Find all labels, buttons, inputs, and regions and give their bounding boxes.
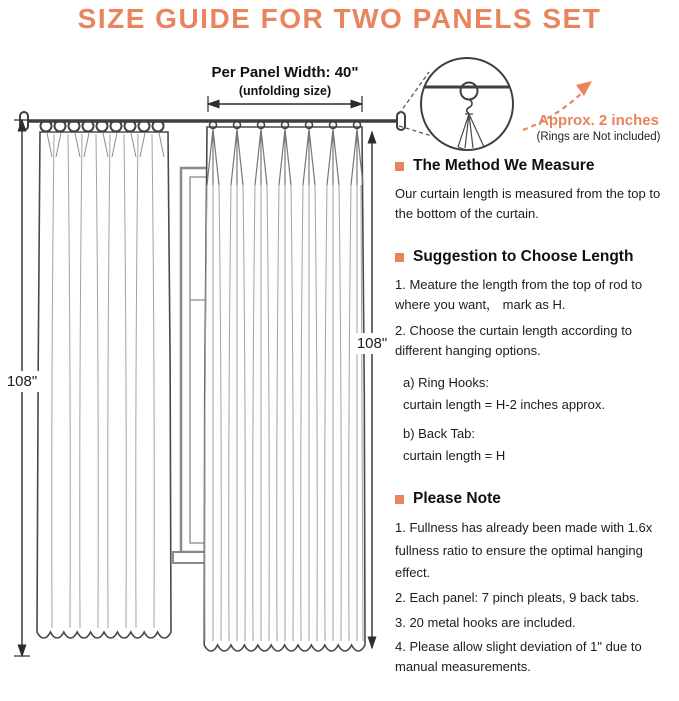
option-label: a) Ring Hooks: bbox=[403, 374, 489, 390]
ring-hook-detail-circle bbox=[399, 58, 513, 150]
section-heading: Suggestion to Choose Length bbox=[413, 248, 634, 266]
page-title: SIZE GUIDE FOR TWO PANELS SET bbox=[77, 3, 602, 34]
option-value: curtain length = H bbox=[403, 448, 506, 464]
section-please-note bbox=[395, 490, 661, 677]
section-method-we-measure bbox=[395, 157, 661, 224]
section-heading: Please Note bbox=[413, 490, 501, 508]
panel-width-label: Per Panel Width: 40" bbox=[211, 64, 359, 81]
section-suggestion-choose-length bbox=[395, 248, 661, 466]
section-paragraph: Our curtain length is measured from the top to the bottom of the curtain. bbox=[395, 186, 661, 222]
option-label: b) Back Tab: bbox=[403, 426, 476, 442]
info-column bbox=[395, 157, 661, 701]
note-item: 2. Each panel: 7 pinch pleats, 9 back tabs. bbox=[395, 590, 640, 606]
note-item: 4. Please allow slight deviation of 1" due to manual measurements. bbox=[395, 638, 642, 674]
section-heading-row bbox=[395, 490, 661, 508]
left-height-label: 108" bbox=[0, 371, 44, 392]
finial-right bbox=[397, 112, 405, 130]
panel-width-sublabel: (unfolding size) bbox=[238, 84, 332, 98]
right-height-dimension-line bbox=[368, 132, 376, 648]
section-heading-row bbox=[395, 248, 661, 266]
square-bullet-icon bbox=[395, 162, 404, 171]
section-paragraph: 1. Meature the length from the top of rod to where you want， mark as H. bbox=[395, 277, 643, 313]
rings-not-included-note: (Rings are Not included) bbox=[536, 131, 661, 143]
note-item: 1. Fullness has already been made with 1.6x fullness ratio to ensure the optimal hanging effect. bbox=[395, 520, 653, 581]
width-dimension-line bbox=[208, 96, 362, 112]
note-item: 3. 20 metal hooks are included. bbox=[395, 614, 576, 630]
right-curtain-panel bbox=[204, 127, 365, 651]
left-curtain-panel bbox=[37, 132, 171, 638]
square-bullet-icon bbox=[395, 253, 404, 262]
right-height-label: 108" bbox=[350, 333, 394, 354]
section-heading: The Method We Measure bbox=[413, 157, 595, 174]
square-bullet-icon bbox=[395, 495, 404, 504]
section-heading-row bbox=[395, 157, 661, 175]
approx-two-inches-label: Approx. 2 inches bbox=[538, 112, 659, 129]
hanging-options-block bbox=[395, 373, 661, 467]
option-value: curtain length = H-2 inches approx. bbox=[403, 396, 605, 412]
section-paragraph: 2. Choose the curtain length according to different hanging options. bbox=[395, 322, 633, 358]
